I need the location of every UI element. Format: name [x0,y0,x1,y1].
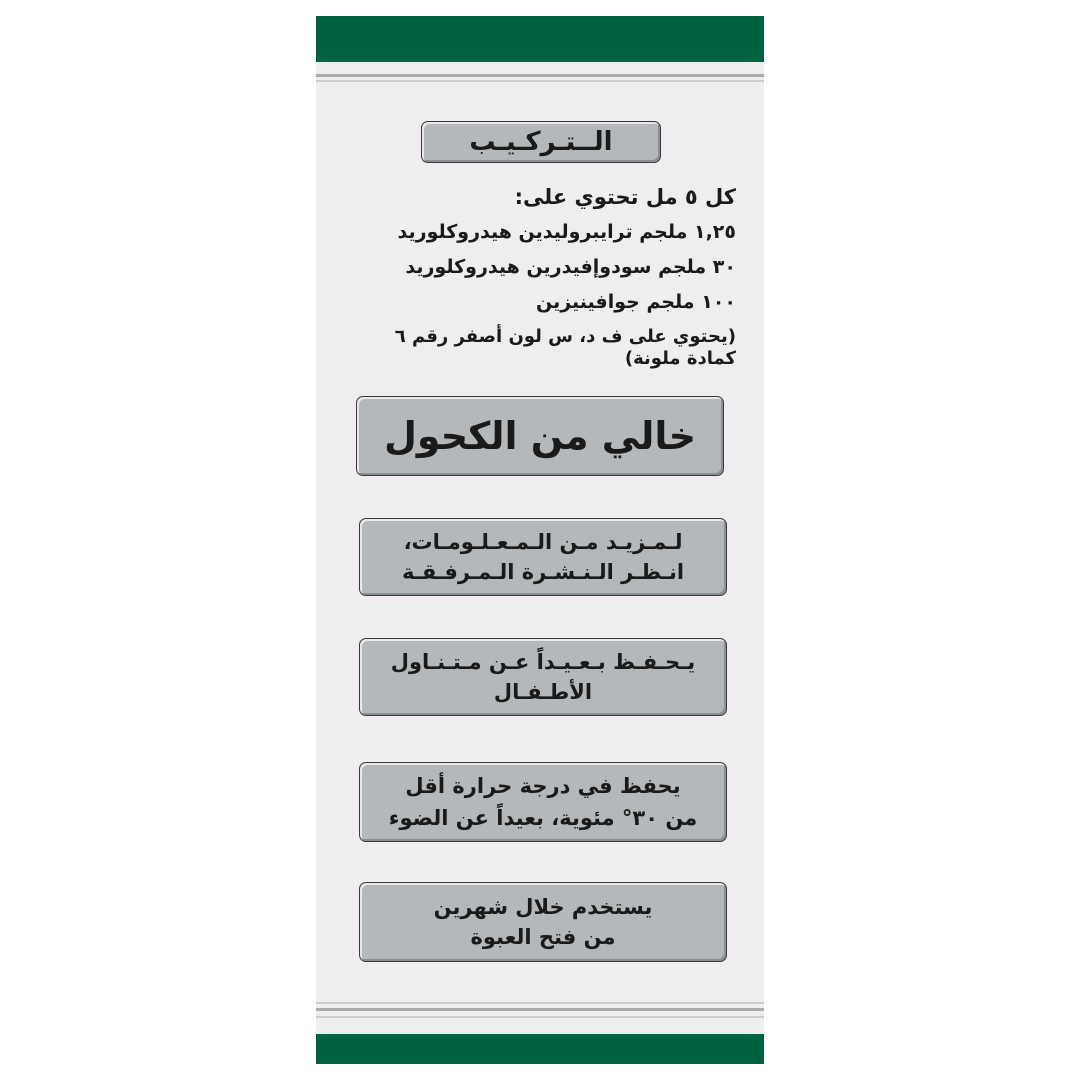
bottom-green-band [316,1034,764,1064]
keep-away-line2: الأطـفـال [493,680,593,704]
use-within-box [359,882,727,962]
more-info-line2: انـظـر الـنـشـرة الـمـرفـقـة [401,560,685,584]
composition-heading: كل ٥ مل تحتوي على: [514,185,736,209]
composition-section [316,180,736,370]
composition-title [421,121,661,163]
top-stripe-1 [316,74,764,77]
storage-temperature-box [359,762,727,842]
storage-line2: من ٣٠° مئوية، بعيداً عن الضوء [388,806,698,830]
bottom-stripe-2 [316,1008,764,1011]
alcohol-free-badge [356,396,724,476]
bottom-stripe-3 [316,1016,764,1018]
alcohol-free-text: خالي من الكحول [383,414,697,458]
ingredient-line: ١٠٠ ملجم جوافينيزين [535,291,736,313]
keep-away-line1: يـحـفـظ بـعـيـداً عـن مـتـنـاول [390,650,696,674]
composition-title-text: الــتـركـيـب [469,127,613,157]
keep-away-children-box [359,638,727,716]
use-within-line1: يستخدم خلال شهرين [433,895,653,919]
bottom-stripe-1 [316,1002,764,1004]
label-panel [316,16,764,1064]
top-stripe-2 [316,80,764,82]
use-within-line2: من فتح العبوة [470,925,616,949]
storage-line1: يحفظ في درجة حرارة أقل [405,774,681,798]
colorant-note-line1: (يحتوي على ف د، س لون أصفر رقم ٦ [394,326,736,347]
more-info-line1: لـمـزيـد مـن الـمـعـلـومـات، [403,530,683,554]
top-green-band [316,16,764,62]
colorant-note [316,326,736,370]
ingredient-line: ٣٠ ملجم سودوإفيدرين هيدروكلوريد [405,256,736,278]
colorant-note-line2: كمادة ملونة) [624,348,736,369]
ingredient-line: ١,٢٥ ملجم ترايبروليدين هيدروكلوريد [397,221,736,243]
more-info-box [359,518,727,596]
